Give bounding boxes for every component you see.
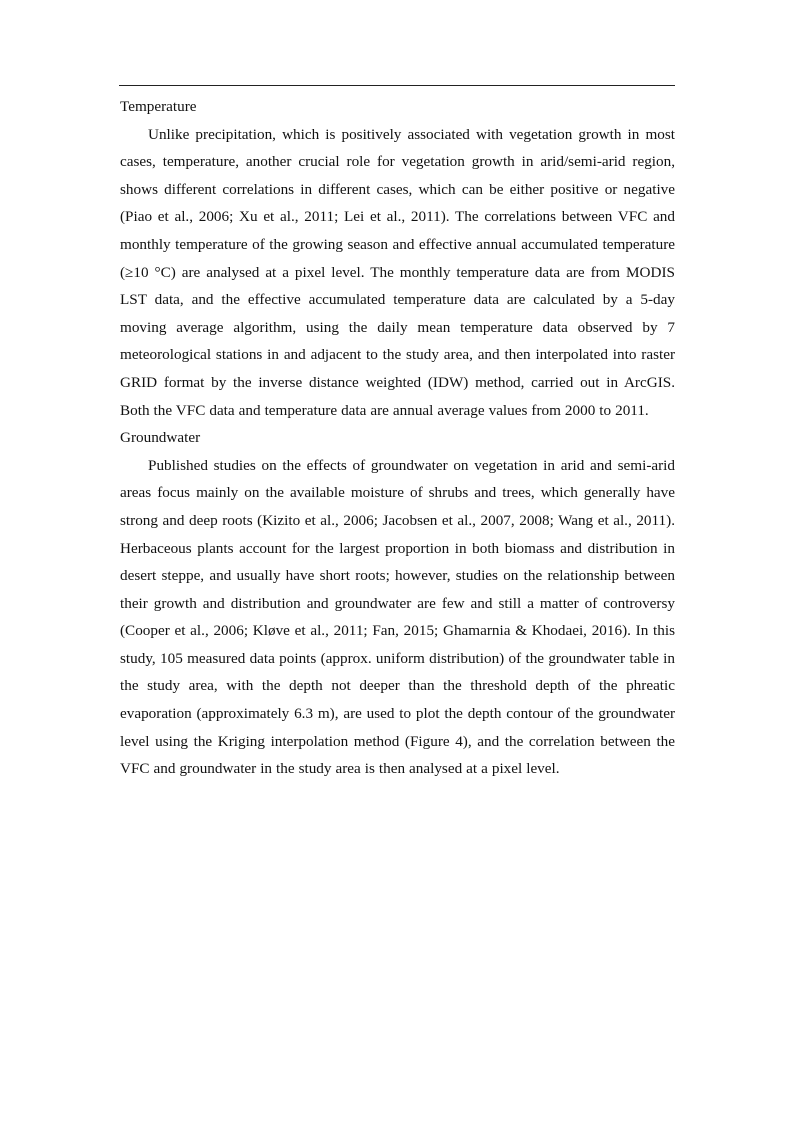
section-heading-groundwater: Groundwater xyxy=(120,429,201,447)
paragraph-groundwater: Published studies on the effects of groundwater on vegetation in arid and semi-arid areas focus mainly on the available moisture of shrubs and trees, which generally have strong and deep roots (Kizito et al., 2006; Jacobsen et al., 2007, 2008; Wang et al., 2011). Herbaceous plants account for the largest proportion in both biomass and distribution in desert steppe, and usually have short roots; however, studies on the relationship between their growth and distribution and groundwater are few and still a matter of controversy (Cooper et al., 2006; Kløve et al., 2011; Fan, 2015; Ghamarnia & Khodaei, 2016). In this study, 105 measured data points (approx. uniform distribution) of the groundwater table in the study area, with the depth not deeper than the threshold depth of the phreatic evaporation (approximately 6.3 m), are used to plot the depth contour of the groundwater level using the Kriging interpolation method (Figure 4), and the correlation between the VFC and groundwater in the study area is then analysed at a pixel level. xyxy=(120,456,675,778)
section-heading-temperature: Temperature xyxy=(120,98,197,115)
body-text xyxy=(120,93,675,783)
paragraph-temperature: Unlike precipitation, which is positively associated with vegetation growth in most cases, temperature, another crucial role for vegetation growth in arid/semi-arid region, shows different correlations in different cases, which can be either positive or negative (Piao et al., 2006; Xu et al., 2011; Lei et al., 2011). The correlations between VFC and monthly temperature of the growing season and effective annual accumulated temperature (≥10 °C) are analysed at a pixel level. The monthly temperature data are from MODIS LST data, and the effective accumulated temperature data are calculated by a 5-day moving average algorithm, using the daily mean temperature data observed by 7 meteorological stations in and adjacent to the study area, and then interpolated into raster GRID format by the inverse distance weighted (IDW) method, carried out in ArcGIS. Both the VFC data and temperature data are annual average values from 2000 to 2011. xyxy=(120,125,675,419)
header-rule xyxy=(119,85,675,86)
